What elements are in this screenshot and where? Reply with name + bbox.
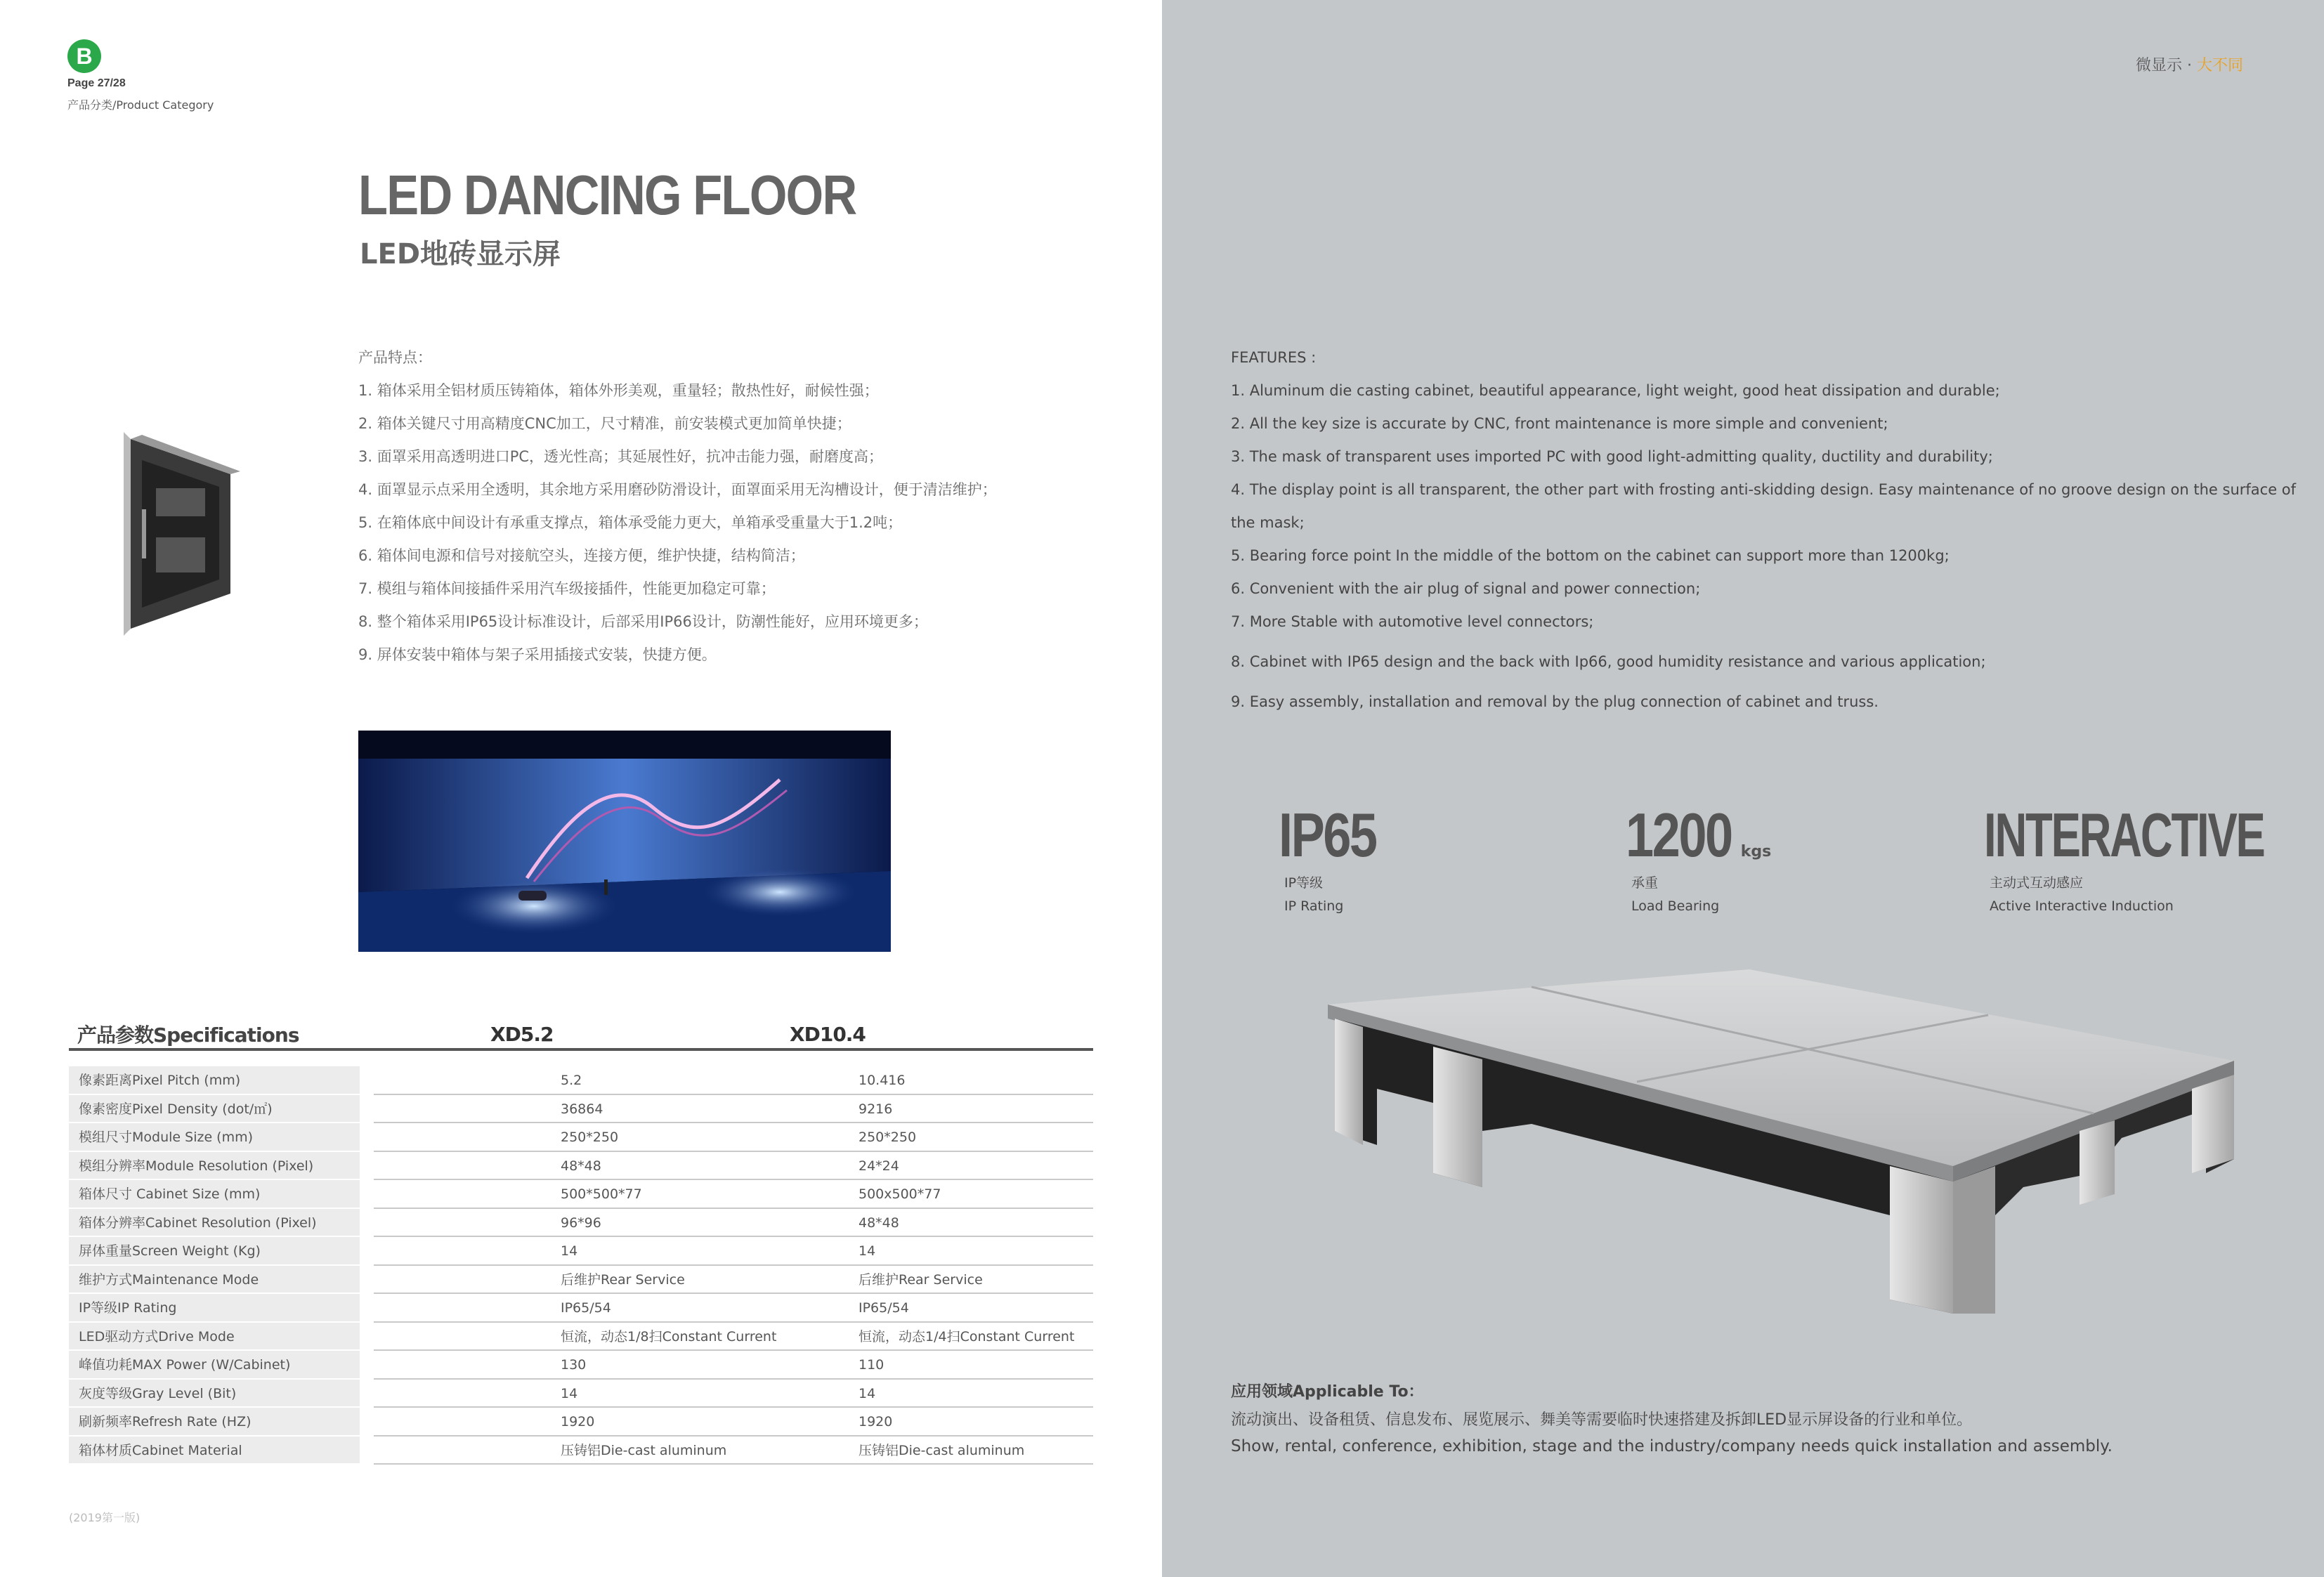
spec-value-xd52: 恒流，动态1/8扫Constant Current [561,1328,777,1344]
spec-label: 像素密度Pixel Density (dot/㎡) [69,1095,360,1124]
table-row [69,1266,1093,1295]
application-cn: 流动演出、设备租赁、信息发布、展览展示、舞美等需要临时快速搭建及拆卸LED显示屏设备的行业和单位。 [1231,1411,1973,1429]
spec-value-xd52: 14 [561,1243,578,1259]
table-row [69,1095,1093,1124]
spec-value-xd52: 48*48 [561,1158,601,1174]
spec-value-xd104: IP65/54 [859,1300,909,1316]
feature-cn-item: 9. 屏体安装中箱体与架子采用插接式安装，快捷方便。 [358,646,717,663]
floor-product-image [1321,962,2248,1328]
spec-value-xd52: 250*250 [561,1130,619,1145]
specs-title: 产品参数Specifications [77,1023,299,1047]
spec-value-xd104: 9216 [859,1101,893,1117]
spec-label: 模组尺寸Module Size (mm) [69,1123,360,1152]
spec-label: 维护方式Maintenance Mode [69,1266,360,1295]
table-row [69,1152,1093,1181]
features-en-heading: FEATURES : [1231,349,1317,366]
spec-label: 箱体分辨率Cabinet Resolution (Pixel) [69,1209,360,1238]
table-row [69,1066,1093,1095]
brand-slogan-prefix: 微显示 · [2136,57,2197,74]
specs-col1-header: XD5.2 [490,1023,554,1046]
spec-value-xd104: 后维护Rear Service [859,1271,983,1288]
table-row [69,1380,1093,1408]
spec-value-xd52: 压铸铝Die-cast aluminum [561,1442,727,1458]
stat-interactive [1984,799,2324,914]
page-title: LED DANCING FLOOR [358,164,856,226]
feature-en-item: 5. Bearing force point In the middle of the bottom on the cabinet can support more than 1200kg; [1231,547,1950,564]
spec-label: LED驱动方式Drive Mode [69,1323,360,1352]
stat-unit: kgs [1740,843,1772,861]
table-row [69,1408,1093,1437]
feature-cn-item: 2. 箱体关键尺寸用高精度CNC加工，尺寸精准，前安装模式更加简单快捷； [358,415,851,432]
page-category: 产品分类/Product Category [67,98,214,112]
features-cn-heading: 产品特点： [358,349,432,366]
stat-label-cn: 承重 [1631,875,1659,891]
feature-en-item: 1. Aluminum die casting cabinet, beautiful appearance, light weight, good heat dissipation and durable; [1231,382,2000,399]
spec-value-xd52: 1920 [561,1414,595,1429]
feature-cn-item: 1. 箱体采用全铝材质压铸箱体，箱体外形美观，重量轻；散热性好，耐候性强； [358,382,879,399]
feature-cn-item: 5. 在箱体底中间设计有承重支撑点，箱体承受能力更大，单箱承受重量大于1.2吨； [358,514,903,531]
right-page [1162,0,2324,1577]
features-en-list [1231,341,2297,719]
spec-value-xd104: 14 [859,1243,876,1259]
stat-label-cn: IP等级 [1284,875,1324,891]
feature-cn-item: 6. 箱体间电源和信号对接航空头，连接方便，维护快捷，结构简洁； [358,547,805,564]
spec-value-xd52: 5.2 [561,1073,582,1088]
stat-value: IP65 [1279,800,1376,870]
feature-cn-item: 4. 面罩显示点采用全透明，其余地方采用磨砂防滑设计，面罩面采用无沟槽设计，便于清洁维护； [358,481,997,498]
brand-slogan [2136,53,2243,75]
page-subtitle: LED地砖显示屏 [360,238,561,270]
spec-value-xd104: 1920 [859,1414,893,1429]
feature-en-item: 6. Convenient with the air plug of signal and power connection; [1231,580,1701,597]
table-row [69,1209,1093,1238]
features-cn-list [358,341,997,672]
stat-ip65 [1279,799,1397,914]
spec-label: 模组分辨率Module Resolution (Pixel) [69,1152,360,1181]
spec-label: 峰值功耗MAX Power (W/Cabinet) [69,1351,360,1380]
stat-label-en: Active Interactive Induction [1990,898,2174,914]
stat-value: 1200 [1626,800,1732,870]
spec-value-xd52: 130 [561,1357,587,1373]
application-heading: 应用领域Applicable To： [1231,1383,1424,1401]
spec-value-xd52: 14 [561,1385,578,1401]
spec-label: 像素距离Pixel Pitch (mm) [69,1066,360,1095]
page-number: Page 27/28 [67,77,126,89]
specs-col2-header: XD10.4 [790,1023,866,1046]
feature-en-item: 8. Cabinet with IP65 design and the back with Ip66, good humidity resistance and various application; [1231,653,1986,670]
spec-value-xd104: 恒流，动态1/4扫Constant Current [859,1328,1075,1344]
spec-value-xd104: 250*250 [859,1130,917,1145]
spec-value-xd52: 36864 [561,1101,603,1117]
spec-value-xd104: 500x500*77 [859,1186,941,1202]
stat-label-cn: 主动式互动感应 [1990,875,2084,891]
spec-value-xd52: 500*500*77 [561,1186,642,1202]
stage-photo [358,731,891,952]
table-row [69,1351,1093,1380]
feature-en-item: 9. Easy assembly, installation and removal by the plug connection of cabinet and truss. [1231,693,1879,710]
feature-cn-item: 8. 整个箱体采用IP65设计标准设计，后部采用IP66设计，防潮性能好，应用环境更多； [358,613,928,630]
feature-cn-item: 3. 面罩采用高透明进口PC，透光性高；其延展性好，抗冲击能力强，耐磨度高； [358,448,884,465]
brand-logo-icon: B [67,39,101,73]
spec-value-xd104: 14 [859,1385,876,1401]
table-row [69,1237,1093,1266]
spec-value-xd52: IP65/54 [561,1300,611,1316]
feature-en-item: 4. The display point is all transparent, the other part with frosting anti-skidding design. Easy maintenance of no groove design on the surface of [1231,481,2297,498]
spec-value-xd104: 10.416 [859,1073,906,1088]
feature-cn-item: 7. 模组与箱体间接插件采用汽车级接插件，性能更加稳定可靠； [358,580,776,597]
application-en: Show, rental, conference, exhibition, stage and the industry/company needs quick installation and assembly. [1231,1437,2113,1455]
spec-label: 灰度等级Gray Level (Bit) [69,1380,360,1408]
spec-label: 刷新频率Refresh Rate (HZ) [69,1408,360,1437]
stat-label-en: IP Rating [1284,898,1344,914]
feature-en-item: the mask; [1231,514,1305,531]
specs-divider [69,1048,1093,1051]
cabinet-image [121,432,240,636]
spec-value-xd104: 48*48 [859,1215,899,1231]
specs-table [69,1066,1093,1465]
feature-en-item: 2. All the key size is accurate by CNC, front maintenance is more simple and convenient; [1231,415,1888,432]
spec-value-xd104: 24*24 [859,1158,899,1174]
table-row [69,1323,1093,1352]
feature-en-item: 3. The mask of transparent uses imported PC with good light-admitting quality, ductility and durability; [1231,448,1993,465]
spec-value-xd52: 后维护Rear Service [561,1271,685,1288]
edition-note: (2019第一版) [69,1511,141,1524]
spec-label: 屏体重量Screen Weight (Kg) [69,1237,360,1266]
spec-value-xd104: 压铸铝Die-cast aluminum [859,1442,1025,1458]
spec-label: 箱体尺寸 Cabinet Size (mm) [69,1180,360,1209]
table-row [69,1294,1093,1323]
table-row [69,1437,1093,1465]
spec-value-xd52: 96*96 [561,1215,601,1231]
spec-label: 箱体材质Cabinet Material [69,1437,360,1465]
spec-value-xd104: 110 [859,1357,884,1373]
table-row [69,1180,1093,1209]
stat-load-bearing [1626,799,1771,914]
stat-label-en: Load Bearing [1631,898,1720,914]
stat-value: INTERACTIVE [1984,800,2264,870]
spec-label: IP等级IP Rating [69,1294,360,1323]
feature-en-item: 7. More Stable with automotive level connectors; [1231,613,1594,630]
brand-slogan-accent: 大不同 [2196,57,2243,74]
table-row [69,1123,1093,1152]
